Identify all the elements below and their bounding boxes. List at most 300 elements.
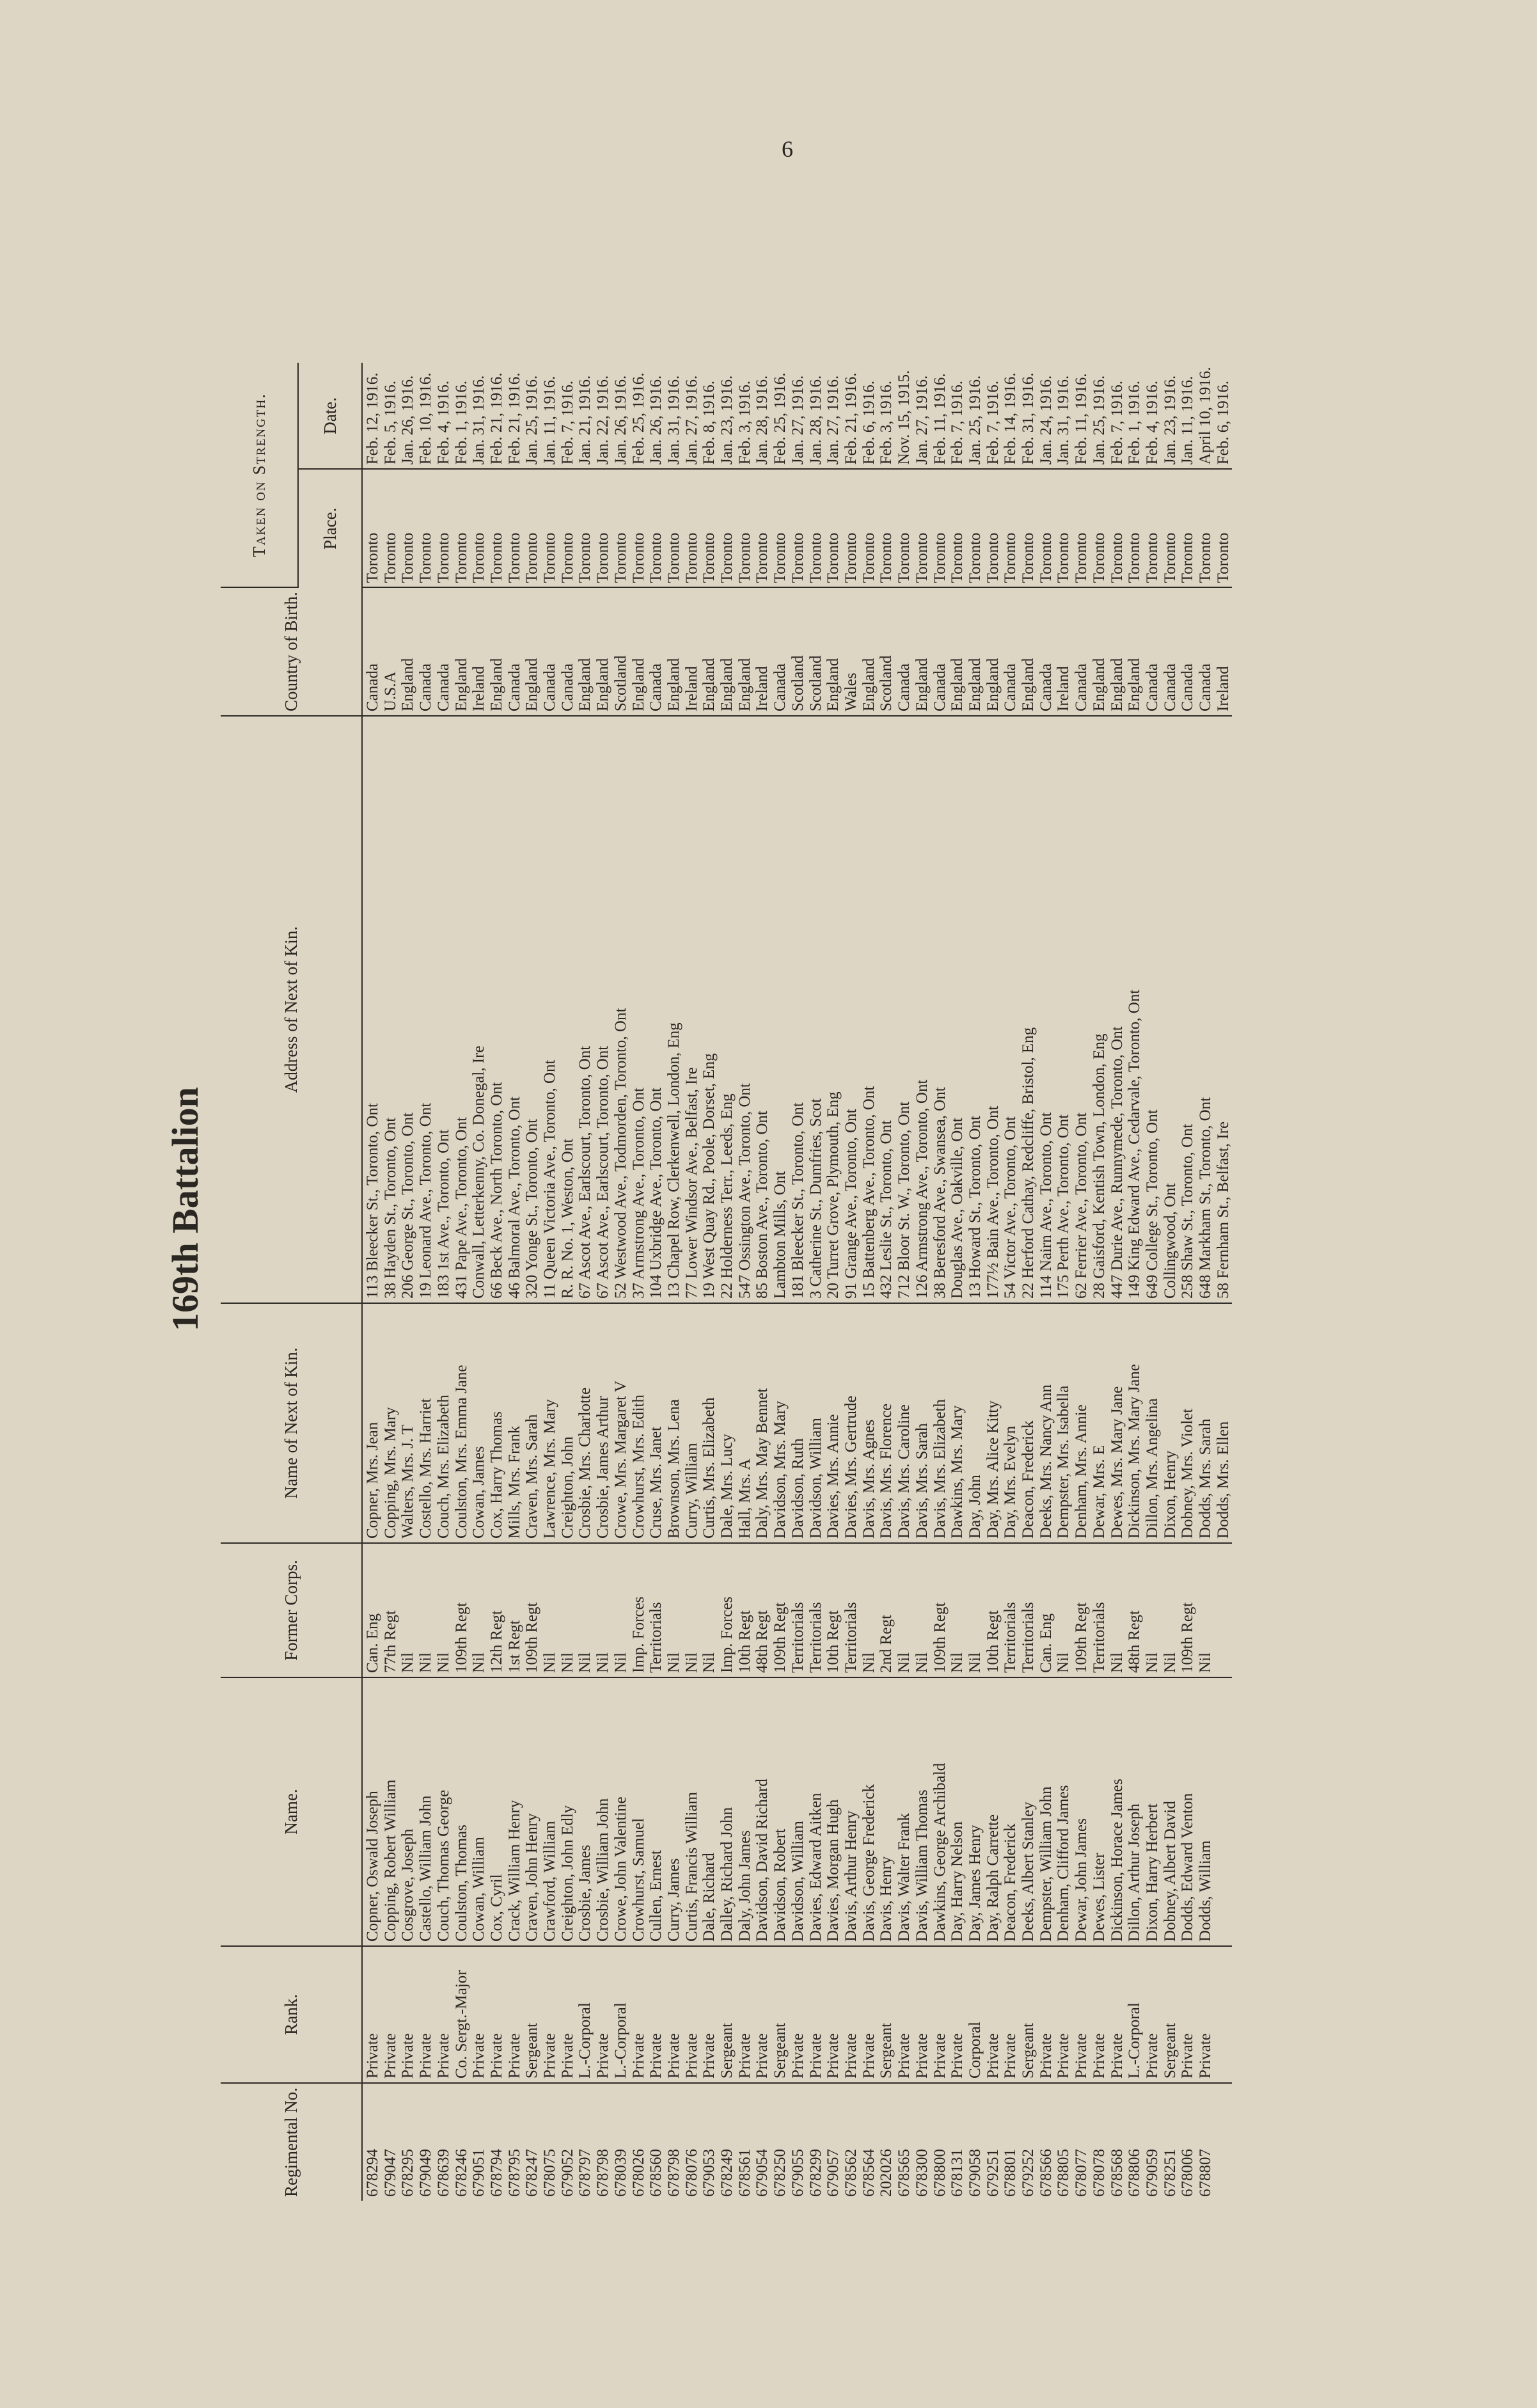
cell-address: 54 Victor Ave., Toronto, Ont	[1002, 716, 1020, 1303]
table-row	[1002, 363, 1020, 2201]
cell-place: Toronto	[913, 469, 931, 587]
cell-date: Jan. 28, 1916.	[753, 363, 771, 470]
cell-rank: Private	[506, 1946, 524, 2083]
cell-regimental-no: 678299	[807, 2149, 824, 2197]
cell-next-of-kin: Davidson, Mrs. Mary	[771, 1303, 789, 1543]
cell-regimental-no: 678795	[505, 2149, 523, 2197]
cell-name: Dixon, Harry Herbert	[1144, 1677, 1162, 1946]
cell-rank: Private	[842, 1946, 860, 2083]
cell-regimental-no: 679054	[753, 2149, 771, 2197]
cell-date: Jan. 25, 1916.	[966, 363, 984, 470]
cell-former-corps	[1215, 1543, 1233, 1677]
cell-country: Ireland	[470, 587, 488, 716]
table-row	[630, 363, 648, 2201]
cell-address: 22 Herford Cathay, Redcliffe, Bristol, Eng	[1020, 716, 1037, 1303]
table-row	[1162, 363, 1179, 2201]
cell-address: 183 1st Ave., Toronto, Ont	[435, 716, 453, 1303]
cell-country: England	[824, 587, 842, 716]
cell-country: England	[488, 587, 506, 716]
cell-regimental-no: 679053	[700, 2149, 718, 2197]
cell-date: Feb. 4, 1916.	[435, 363, 453, 470]
cell-country: Canada	[506, 587, 524, 716]
cell-place: Toronto	[417, 469, 435, 587]
cell-former-corps: Nil	[895, 1543, 913, 1677]
cell-place: Toronto	[771, 469, 789, 587]
cell-next-of-kin: Cruse, Mrs. Janet	[647, 1303, 665, 1543]
cell-former-corps: Nil	[949, 1543, 966, 1677]
cell-rank: Sergeant	[1162, 1946, 1179, 2083]
cell-date: Feb. 6, 1916.	[860, 363, 878, 470]
table-row	[362, 363, 382, 2201]
cell-date: Jan. 31, 1916.	[665, 363, 683, 470]
cell-next-of-kin: Dobney, Mrs. Violet	[1179, 1303, 1197, 1543]
table-row	[1055, 363, 1073, 2201]
cell-former-corps: 10th Regt	[736, 1543, 754, 1677]
cell-name	[1215, 1677, 1233, 1946]
cell-country: Scotland	[789, 587, 807, 716]
cell-regimental-no: 678251	[1161, 2149, 1179, 2197]
cell-regimental-no: 678246	[452, 2149, 470, 2197]
cell-former-corps: Nil	[435, 1543, 453, 1677]
cell-name: Davis, William Thomas	[913, 1677, 931, 1946]
cell-next-of-kin: Mills, Mrs. Frank	[506, 1303, 524, 1543]
table-row	[824, 363, 842, 2201]
cell-place: Toronto	[842, 469, 860, 587]
cell-rank: Private	[435, 1946, 453, 2083]
cell-next-of-kin: Crowhurst, Mrs. Edith	[630, 1303, 648, 1543]
cell-address: 3 Catherine St., Dumfries, Scot	[807, 716, 825, 1303]
cell-date: Feb. 31, 1916.	[1020, 363, 1037, 470]
table-row	[1179, 363, 1197, 2201]
header-place: Place.	[298, 469, 362, 587]
header-regimental-no: Regimental No.	[221, 2083, 362, 2201]
cell-place: Toronto	[612, 469, 630, 587]
cell-address: Conwall, Letterkenny, Co. Donegal, Ire	[470, 716, 488, 1303]
table-row	[807, 363, 825, 2201]
cell-regimental-no: 678131	[949, 2149, 966, 2197]
cell-regimental-no: 678006	[1179, 2149, 1197, 2197]
cell-name: Copping, Robert William	[382, 1677, 400, 1946]
cell-address: 320 Yonge St., Toronto, Ont	[523, 716, 541, 1303]
table-row	[700, 363, 718, 2201]
cell-date: Jan. 31, 1916.	[470, 363, 488, 470]
header-rank: Rank.	[221, 1946, 362, 2083]
table-row	[949, 363, 966, 2201]
table-row	[718, 363, 736, 2201]
cell-address: 11 Queen Victoria Ave., Toronto, Ont	[541, 716, 559, 1303]
table-row	[1126, 363, 1144, 2201]
nominal-roll-table	[221, 363, 1232, 2201]
cell-place: Toronto	[789, 469, 807, 587]
cell-country: Canada	[1197, 587, 1215, 716]
cell-regimental-no: 678560	[647, 2149, 665, 2197]
cell-rank: Private	[860, 1946, 878, 2083]
cell-former-corps: Territorials	[1020, 1543, 1037, 1677]
cell-next-of-kin: Curry, William	[683, 1303, 701, 1543]
cell-name: Davis, Henry	[878, 1677, 895, 1946]
cell-date: Jan. 21, 1916.	[576, 363, 594, 470]
cell-country: England	[860, 587, 878, 716]
cell-next-of-kin: Copner, Mrs. Jean	[362, 1303, 382, 1543]
cell-rank: Private	[630, 1946, 648, 2083]
cell-regimental-no: 678247	[523, 2149, 541, 2197]
cell-name: Denham, Clifford James	[1055, 1677, 1073, 1946]
cell-name: Davidson, Robert	[771, 1677, 789, 1946]
cell-next-of-kin: Day, Mrs. Alice Kitty	[984, 1303, 1002, 1543]
table-row	[771, 363, 789, 2201]
cell-place: Toronto	[559, 469, 577, 587]
cell-regimental-no: 678300	[913, 2149, 931, 2197]
cell-name: Crack, William Henry	[506, 1677, 524, 1946]
cell-next-of-kin: Davidson, Ruth	[789, 1303, 807, 1543]
cell-date: Jan. 26, 1916.	[399, 363, 417, 470]
cell-date: Jan. 27, 1916.	[824, 363, 842, 470]
cell-regimental-no: 678078	[1090, 2149, 1108, 2197]
table-row	[736, 363, 754, 2201]
cell-former-corps: Nil	[576, 1543, 594, 1677]
cell-rank: Corporal	[966, 1946, 984, 2083]
cell-address: 649 College St., Toronto, Ont	[1144, 716, 1162, 1303]
cell-next-of-kin: Daly, Mrs. May Bennet	[753, 1303, 771, 1543]
cell-next-of-kin: Davis, Mrs. Caroline	[895, 1303, 913, 1543]
cell-next-of-kin: Costello, Mrs. Harriet	[417, 1303, 435, 1543]
cell-date: Jan. 27, 1916.	[683, 363, 701, 470]
cell-date: Feb. 8, 1916.	[700, 363, 718, 470]
cell-former-corps: Territorials	[842, 1543, 860, 1677]
header-country: Country of Birth.	[221, 587, 362, 716]
cell-name: Dodds, William	[1197, 1677, 1215, 1946]
cell-date: Feb. 12, 1916.	[362, 363, 382, 470]
cell-address: 258 Shaw St., Toronto, Ont	[1179, 716, 1197, 1303]
cell-regimental-no: 678565	[895, 2149, 913, 2197]
cell-address: 206 George St., Toronto, Ont	[399, 716, 417, 1303]
cell-regimental-no: 678294	[364, 2149, 381, 2197]
cell-rank: Private	[541, 1946, 559, 2083]
cell-address: 181 Bleecker St., Toronto, Ont	[789, 716, 807, 1303]
cell-former-corps: Territorials	[807, 1543, 825, 1677]
cell-place: Toronto	[453, 469, 471, 587]
cell-rank: Private	[1091, 1946, 1108, 2083]
cell-rank: Sergeant	[1020, 1946, 1037, 2083]
cell-date: Jan. 26, 1916.	[647, 363, 665, 470]
cell-regimental-no: 678805	[1055, 2149, 1073, 2197]
cell-address: 13 Chapel Row, Clerkenwell, London, Eng	[665, 716, 683, 1303]
table-row	[789, 363, 807, 2201]
cell-next-of-kin: Deeks, Mrs. Nancy Ann	[1037, 1303, 1055, 1543]
cell-former-corps: Nil	[559, 1543, 577, 1677]
cell-former-corps: 109th Regt	[771, 1543, 789, 1677]
cell-country: Canada	[417, 587, 435, 716]
cell-rank: Private	[949, 1946, 966, 2083]
table-row	[1144, 363, 1162, 2201]
cell-date: Feb. 25, 1916.	[630, 363, 648, 470]
cell-address: 15 Battenberg Ave., Toronto, Ont	[860, 716, 878, 1303]
cell-address: 91 Grange Ave., Toronto, Ont	[842, 716, 860, 1303]
cell-country: England	[736, 587, 754, 716]
cell-former-corps: Nil	[683, 1543, 701, 1677]
cell-name: Coulston, Thomas	[453, 1677, 471, 1946]
table-row	[913, 363, 931, 2201]
cell-place: Toronto	[1179, 469, 1197, 587]
cell-regimental-no: 679049	[417, 2149, 435, 2197]
cell-former-corps: Nil	[594, 1543, 612, 1677]
cell-country: England	[966, 587, 984, 716]
cell-country: Ireland	[1215, 587, 1233, 716]
cell-address: 19 West Quay Rd., Poole, Dorset, Eng	[700, 716, 718, 1303]
cell-place: Toronto	[1037, 469, 1055, 587]
cell-address: 13 Howard St., Toronto, Ont	[966, 716, 984, 1303]
cell-date: Jan. 11, 1916.	[541, 363, 559, 470]
cell-place: Toronto	[949, 469, 966, 587]
cell-regimental-no: 679047	[381, 2149, 399, 2197]
cell-name: Dillon, Arthur Joseph	[1126, 1677, 1144, 1946]
table-row	[470, 363, 488, 2201]
cell-next-of-kin: Curtis, Mrs. Elizabeth	[700, 1303, 718, 1543]
cell-regimental-no: 678806	[1126, 2149, 1144, 2197]
cell-date: Feb. 4, 1916.	[1144, 363, 1162, 470]
cell-name: Crowe, John Valentine	[612, 1677, 630, 1946]
cell-place: Toronto	[435, 469, 453, 587]
cell-date: Jan. 23, 1916.	[1162, 363, 1179, 470]
cell-former-corps: Territorials	[789, 1543, 807, 1677]
table-row	[399, 363, 417, 2201]
cell-name: Dewes, Lister	[1091, 1677, 1108, 1946]
cell-address: Collingwood, Ont	[1162, 716, 1179, 1303]
cell-regimental-no: 678798	[665, 2149, 682, 2197]
cell-address: 22 Holderness Terr., Leeds, Eng	[718, 716, 736, 1303]
cell-date: Feb. 5, 1916.	[382, 363, 400, 470]
cell-country: Scotland	[612, 587, 630, 716]
cell-next-of-kin: Crosbie, James Arthur	[594, 1303, 612, 1543]
cell-place: Toronto	[1144, 469, 1162, 587]
cell-name: Couch, Thomas George	[435, 1677, 453, 1946]
cell-country: England	[949, 587, 966, 716]
cell-name: Dodds, Edward Venton	[1179, 1677, 1197, 1946]
cell-name: Crowhurst, Samuel	[630, 1677, 648, 1946]
cell-country: Canada	[1162, 587, 1179, 716]
cell-regimental-no: 679252	[1020, 2149, 1037, 2197]
cell-name: Day, James Henry	[966, 1677, 984, 1946]
cell-next-of-kin: Davis, Mrs. Florence	[878, 1303, 895, 1543]
cell-name: Day, Ralph Carrette	[984, 1677, 1002, 1946]
cell-date: Feb. 25, 1916.	[771, 363, 789, 470]
cell-rank: Private	[594, 1946, 612, 2083]
cell-regimental-no: 678077	[1073, 2149, 1091, 2197]
cell-former-corps: Nil	[700, 1543, 718, 1677]
cell-former-corps: Territorials	[1091, 1543, 1108, 1677]
cell-rank: Private	[382, 1946, 400, 2083]
cell-country: England	[1126, 587, 1144, 716]
table-row	[1108, 363, 1126, 2201]
table-row	[984, 363, 1002, 2201]
cell-date: Feb. 7, 1916.	[984, 363, 1002, 470]
cell-country: England	[665, 587, 683, 716]
cell-next-of-kin: Deacon, Frederick	[1020, 1303, 1037, 1543]
cell-address: 62 Ferrier Ave., Toronto, Ont	[1073, 716, 1091, 1303]
cell-place: Toronto	[1002, 469, 1020, 587]
cell-date: April 10, 1916.	[1197, 363, 1215, 470]
table-row	[559, 363, 577, 2201]
cell-name: Davis, Walter Frank	[895, 1677, 913, 1946]
cell-rank: Private	[1108, 1946, 1126, 2083]
cell-next-of-kin: Denham, Mrs. Annie	[1073, 1303, 1091, 1543]
cell-country: England	[913, 587, 931, 716]
cell-name: Creighton, John Edly	[559, 1677, 577, 1946]
cell-name: Deeks, Albert Stanley	[1020, 1677, 1037, 1946]
cell-former-corps: 48th Regt	[1126, 1543, 1144, 1677]
cell-date: Feb. 10, 1916.	[417, 363, 435, 470]
cell-next-of-kin: Dawkins, Mrs. Mary	[949, 1303, 966, 1543]
cell-name: Dempster, William John	[1037, 1677, 1055, 1946]
cell-place: Toronto	[488, 469, 506, 587]
cell-rank: Private	[984, 1946, 1002, 2083]
cell-address: 66 Beck Ave., North Toronto, Ont	[488, 716, 506, 1303]
cell-address: 547 Ossington Ave., Toronto, Ont	[736, 716, 754, 1303]
cell-rank: L.-Corporal	[612, 1946, 630, 2083]
cell-rank: L.-Corporal	[1126, 1946, 1144, 2083]
cell-address: 149 King Edward Ave., Cedarvale, Toronto, Ont	[1126, 716, 1144, 1303]
table-row	[435, 363, 453, 2201]
cell-next-of-kin: Dixon, Henry	[1162, 1303, 1179, 1543]
cell-former-corps: Nil	[1144, 1543, 1162, 1677]
cell-former-corps: Imp. Forces	[718, 1543, 736, 1677]
cell-name: Cox, Cyril	[488, 1677, 506, 1946]
cell-rank: Sergeant	[718, 1946, 736, 2083]
cell-name: Crosbie, William John	[594, 1677, 612, 1946]
cell-country: England	[718, 587, 736, 716]
cell-date: Jan. 24, 1916.	[1037, 363, 1055, 470]
cell-address: 20 Turret Grove, Plymouth, Eng	[824, 716, 842, 1303]
cell-former-corps: Nil	[913, 1543, 931, 1677]
cell-former-corps: Nil	[966, 1543, 984, 1677]
cell-former-corps: Imp. Forces	[630, 1543, 648, 1677]
cell-next-of-kin: Walters, Mrs. J. T	[399, 1303, 417, 1543]
cell-former-corps: 109th Regt	[1073, 1543, 1091, 1677]
cell-country: Canada	[1037, 587, 1055, 716]
table-row	[1073, 363, 1091, 2201]
cell-regimental-no: 678639	[434, 2149, 452, 2197]
header-date: Date.	[298, 363, 362, 470]
cell-former-corps: 10th Regt	[984, 1543, 1002, 1677]
table-row	[417, 363, 435, 2201]
cell-regimental-no: 679055	[789, 2149, 807, 2197]
table-row	[842, 363, 860, 2201]
cell-next-of-kin: Davis, Mrs. Elizabeth	[931, 1303, 949, 1543]
table-body	[362, 363, 1232, 2201]
cell-date: Jan. 27, 1916.	[789, 363, 807, 470]
cell-next-of-kin: Brownson, Mrs. Lena	[665, 1303, 683, 1543]
cell-rank: Private	[683, 1946, 701, 2083]
cell-next-of-kin: Lawrence, Mrs. Mary	[541, 1303, 559, 1543]
cell-country: England	[399, 587, 417, 716]
cell-place: Toronto	[362, 469, 382, 587]
cell-country: Wales	[842, 587, 860, 716]
cell-date: Feb. 11, 1916.	[931, 363, 949, 470]
table-row	[576, 363, 594, 2201]
cell-rank: Private	[1179, 1946, 1197, 2083]
cell-name: Daly, John James	[736, 1677, 754, 1946]
cell-place: Toronto	[506, 469, 524, 587]
cell-date: Feb. 6, 1916.	[1215, 363, 1233, 470]
cell-name: Craven, John Henry	[523, 1677, 541, 1946]
cell-country: England	[453, 587, 471, 716]
cell-next-of-kin: Dillon, Mrs. Angelina	[1144, 1303, 1162, 1543]
cell-former-corps: 77th Regt	[382, 1543, 400, 1677]
cell-next-of-kin: Crosbie, Mrs. Charlotte	[576, 1303, 594, 1543]
cell-name: Davis, Arthur Henry	[842, 1677, 860, 1946]
table-row	[523, 363, 541, 2201]
cell-place: Toronto	[594, 469, 612, 587]
cell-former-corps: Nil	[665, 1543, 683, 1677]
rotated-page-content	[160, 218, 1362, 2201]
cell-rank: Private	[488, 1946, 506, 2083]
cell-next-of-kin: Dodds, Mrs. Sarah	[1197, 1303, 1215, 1543]
cell-address: 431 Pape Ave., Toronto, Ont	[453, 716, 471, 1303]
cell-place: Toronto	[1020, 469, 1037, 587]
cell-address: Lambton Mills, Ont	[771, 716, 789, 1303]
cell-rank: Co. Sergt.-Major	[453, 1946, 471, 2083]
cell-rank: Private	[931, 1946, 949, 2083]
cell-rank: Private	[895, 1946, 913, 2083]
cell-next-of-kin: Creighton, John	[559, 1303, 577, 1543]
cell-rank: Private	[753, 1946, 771, 2083]
cell-next-of-kin: Dewes, Mrs. Mary Jane	[1108, 1303, 1126, 1543]
cell-place: Toronto	[1162, 469, 1179, 587]
cell-address: 432 Leslie St., Toronto, Ont	[878, 716, 895, 1303]
cell-place: Toronto	[878, 469, 895, 587]
cell-rank: Sergeant	[523, 1946, 541, 2083]
cell-next-of-kin: Copping, Mrs. Mary	[382, 1303, 400, 1543]
table-row	[488, 363, 506, 2201]
cell-name: Davis, George Frederick	[860, 1677, 878, 1946]
table-row	[612, 363, 630, 2201]
cell-former-corps: Nil	[1197, 1543, 1215, 1677]
cell-rank: Private	[1144, 1946, 1162, 2083]
cell-rank: Private	[913, 1946, 931, 2083]
cell-rank: Private	[1037, 1946, 1055, 2083]
cell-country: Canada	[1144, 587, 1162, 716]
cell-name: Castello, William John	[417, 1677, 435, 1946]
cell-former-corps: Nil	[399, 1543, 417, 1677]
cell-name: Cosgrove, Joseph	[399, 1677, 417, 1946]
cell-date: Feb. 1, 1916.	[1126, 363, 1144, 470]
header-next-of-kin: Name of Next of Kin.	[221, 1303, 362, 1543]
cell-name: Davies, Morgan Hugh	[824, 1677, 842, 1946]
cell-regimental-no: 678075	[541, 2149, 559, 2197]
cell-next-of-kin: Dodds, Mrs. Ellen	[1215, 1303, 1233, 1543]
cell-name: Dewar, John James	[1073, 1677, 1091, 1946]
cell-name: Davidson, David Richard	[753, 1677, 771, 1946]
cell-rank: Private	[1055, 1946, 1073, 2083]
cell-place: Toronto	[1055, 469, 1073, 587]
cell-place: Toronto	[665, 469, 683, 587]
table-row	[1020, 363, 1037, 2201]
cell-next-of-kin: Craven, Mrs. Sarah	[523, 1303, 541, 1543]
cell-place: Toronto	[860, 469, 878, 587]
cell-date: Feb. 14, 1916.	[1002, 363, 1020, 470]
cell-rank: Private	[1073, 1946, 1091, 2083]
cell-date: Jan. 26, 1916.	[612, 363, 630, 470]
cell-next-of-kin: Cowan, James	[470, 1303, 488, 1543]
table-row	[1037, 363, 1055, 2201]
table-row	[1197, 363, 1215, 2201]
cell-regimental-no: 678807	[1197, 2149, 1215, 2197]
cell-next-of-kin: Davidson, William	[807, 1303, 825, 1543]
cell-address: 38 Beresford Ave., Swansea, Ont	[931, 716, 949, 1303]
cell-country: Canada	[931, 587, 949, 716]
cell-country: Canada	[362, 587, 382, 716]
cell-date: Jan. 23, 1916.	[718, 363, 736, 470]
